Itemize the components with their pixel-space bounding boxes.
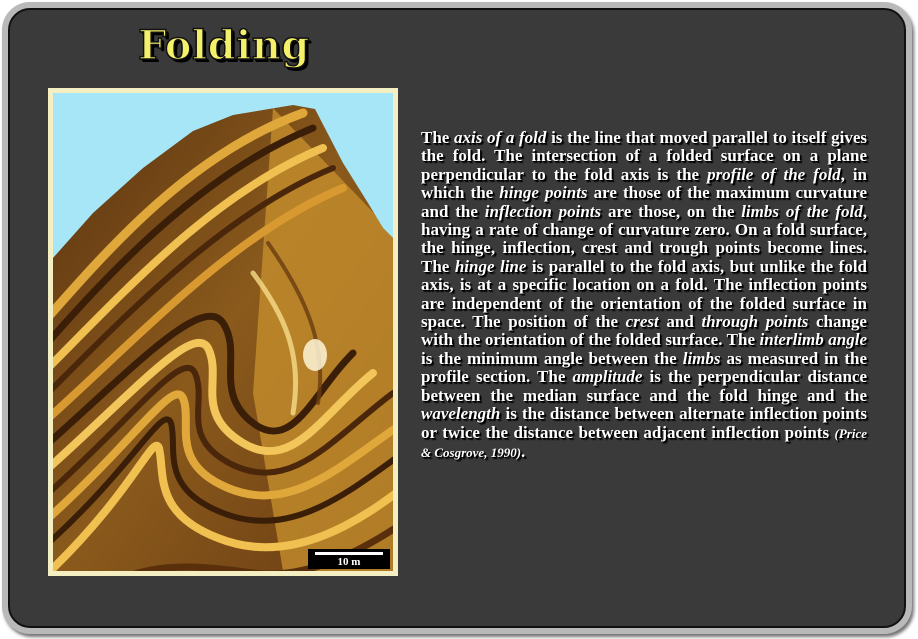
text-run: are those of the maximum curvature and the (421, 183, 867, 221)
photo-frame (48, 88, 398, 576)
folded-rock-photo (53, 93, 393, 571)
citation: (Price & Cosgrove, 1990) (421, 425, 867, 460)
text-run: change with the orientation of the folded surface. The (421, 312, 867, 350)
term-italic: limbs of the fold (741, 201, 863, 221)
text-run: . (521, 441, 526, 461)
text-run: is the line that moved parallel to itself gives the fold. The intersection of a folded surface on a plane perpendicular to the fold axis is the (421, 128, 867, 184)
text-run: , having a rate of change of curvature zero. On a fold surface, the hinge, inflection, crest and trough points become lines. The (421, 201, 867, 276)
term-italic: hinge points (499, 183, 588, 203)
scale-bar-label: 10 m (337, 556, 361, 568)
term-italic: profile of the fold (707, 164, 841, 184)
text-run: as measured in the profile section. The (421, 348, 867, 387)
term-italic: through points (701, 312, 809, 332)
term-italic: limbs (682, 348, 721, 368)
text-run: is the minimum angle between the (421, 348, 683, 368)
term-italic: amplitude (572, 367, 643, 387)
text-run: is parallel to the fold axis, but unlike the fold axis, is at a specific location on a fold. The inflection points are independent of the orientation of the folded surface in space. The position of the (421, 256, 867, 332)
term-italic: axis of a fold (454, 128, 547, 147)
description-paragraph (421, 129, 867, 462)
slide-title: Folding (138, 22, 310, 69)
text-run: are those, on the (601, 201, 742, 221)
text-run: and (658, 312, 702, 332)
term-italic: inflection points (484, 201, 602, 221)
term-italic: crest (625, 312, 659, 332)
text-run: , in which the (421, 164, 867, 203)
term-italic: wavelength (421, 404, 501, 424)
text-run: is the perpendicular distance between the median surface and the fold hinge and the (421, 367, 867, 405)
term-italic: interlimb angle (759, 330, 867, 350)
term-italic: hinge line (454, 256, 527, 276)
text-run: is the distance between alternate inflection points or twice the distance between adjacent inflection points (421, 404, 867, 442)
text-run: The (421, 128, 455, 147)
